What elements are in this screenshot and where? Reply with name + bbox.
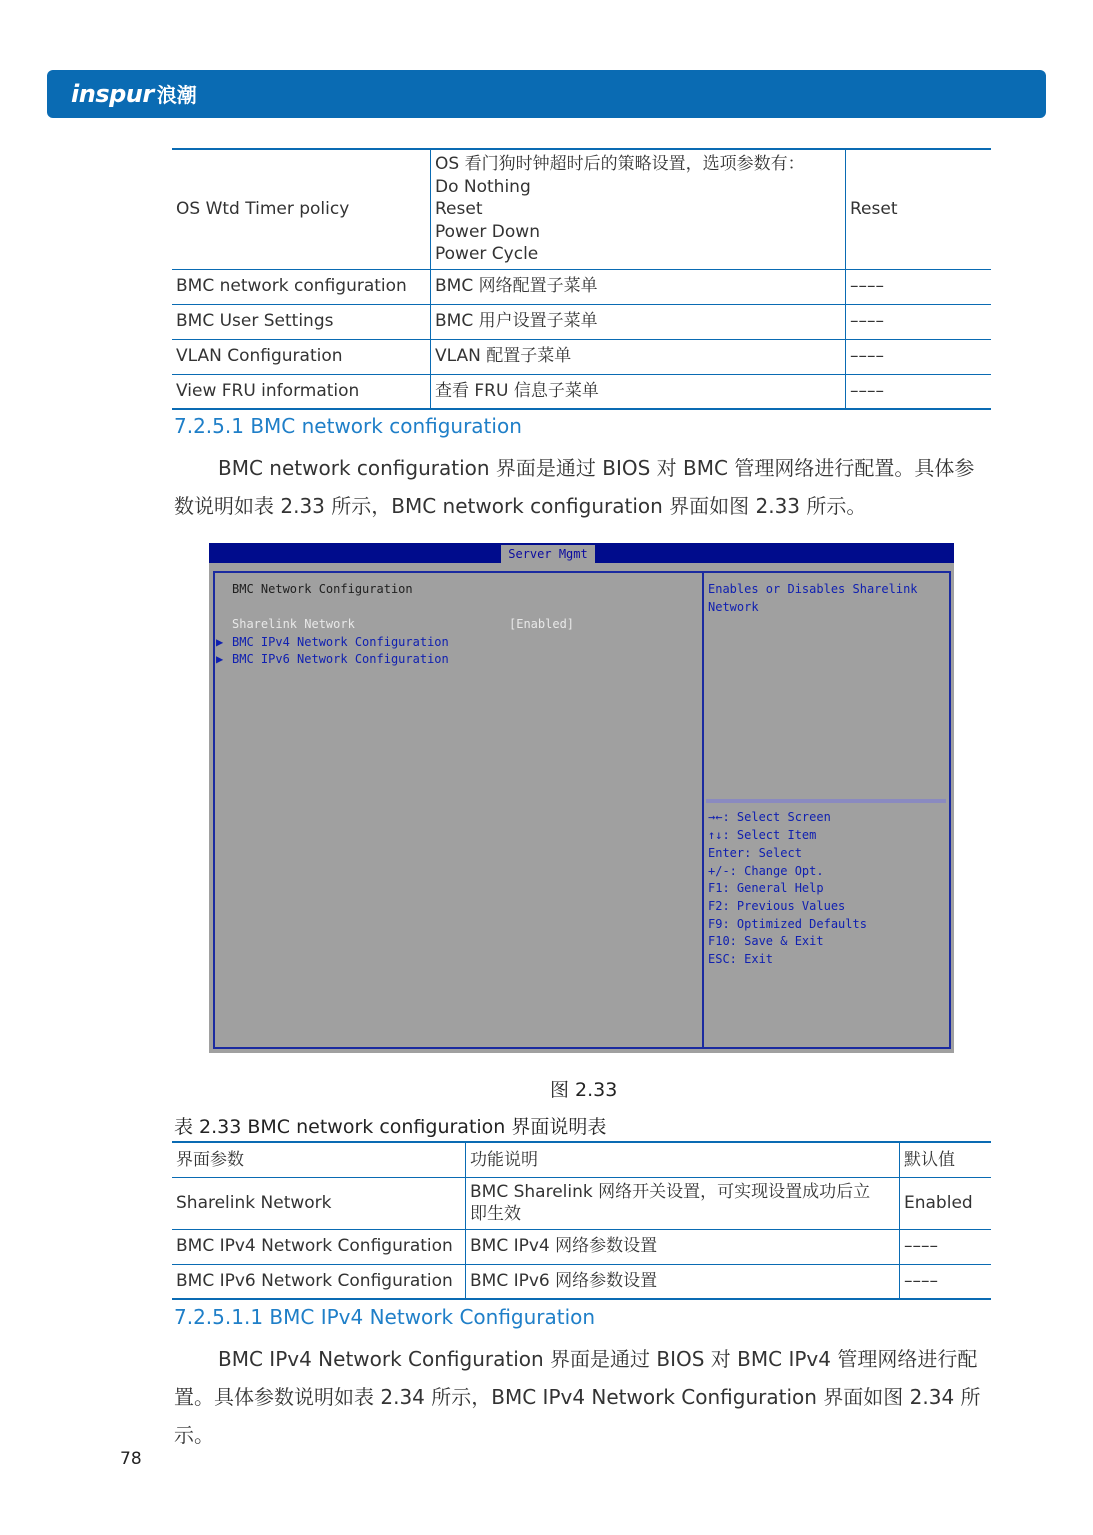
page-header-bar	[47, 70, 1046, 118]
param-default: ––––	[846, 304, 992, 339]
param-default: ––––	[900, 1264, 992, 1299]
param-default: Reset	[846, 149, 992, 269]
column-header: 界面参数	[172, 1142, 466, 1177]
table-row	[172, 149, 991, 269]
bios-item-sharelink: Sharelink Network	[232, 617, 355, 631]
inspur-logo	[71, 79, 197, 108]
bios-tab-server-mgmt: Server Mgmt	[501, 545, 595, 563]
bios-item-ipv6: BMC IPv6 Network Configuration	[232, 652, 449, 666]
table-row	[172, 1264, 991, 1299]
param-desc: BMC IPv4 网络参数设置	[466, 1229, 900, 1264]
bios-help-separator	[706, 799, 946, 803]
param-desc	[431, 149, 846, 269]
param-desc: VLAN 配置子菜单	[431, 339, 846, 374]
table-row	[172, 1177, 991, 1229]
param-name: BMC IPv4 Network Configuration	[172, 1229, 466, 1264]
param-desc: BMC IPv6 网络参数设置	[466, 1264, 900, 1299]
desc-line: Power Cycle	[435, 244, 539, 264]
column-header: 功能说明	[466, 1142, 900, 1177]
bios-key-hint: F10: Save & Exit	[708, 934, 824, 948]
column-header: 默认值	[900, 1142, 992, 1177]
param-desc: BMC 网络配置子菜单	[431, 269, 846, 304]
bios-help-line: Enables or Disables Sharelink	[708, 582, 918, 596]
table-header-row	[172, 1142, 991, 1177]
bmc-network-config-table	[172, 1141, 991, 1300]
desc-line: BMC Sharelink 网络开关设置，可实现设置成功后立	[470, 1181, 871, 1202]
param-name: View FRU information	[172, 374, 431, 409]
bios-page-title: BMC Network Configuration	[232, 582, 413, 596]
param-name: BMC User Settings	[172, 304, 431, 339]
desc-line: Reset	[435, 199, 483, 219]
table-row	[172, 374, 991, 409]
param-default: ––––	[846, 269, 992, 304]
submenu-arrow-icon: ▶	[216, 652, 224, 666]
param-default: Enabled	[900, 1177, 992, 1229]
bios-key-hint: ↑↓: Select Item	[708, 828, 817, 842]
bios-key-hint: →←: Select Screen	[708, 810, 831, 824]
bios-item-ipv4: BMC IPv4 Network Configuration	[232, 635, 449, 649]
figure-caption: 图 2.33	[550, 1079, 618, 1101]
section-paragraph: BMC network configuration 界面是通过 BIOS 对 BMC 管理网络进行配置。具体参数说明如表 2.33 所示，BMC network configuration 界面如图 2.33 所示。	[174, 456, 975, 518]
param-name: VLAN Configuration	[172, 339, 431, 374]
param-default: ––––	[846, 339, 992, 374]
table-row	[172, 304, 991, 339]
param-name: BMC IPv6 Network Configuration	[172, 1264, 466, 1299]
desc-line: 即生效	[470, 1204, 521, 1224]
bios-key-hint: ESC: Exit	[708, 952, 774, 966]
table-caption: 表 2.33 BMC network configuration 界面说明表	[174, 1116, 607, 1138]
parameter-table-continued	[172, 148, 991, 410]
page-number: 78	[120, 1449, 142, 1469]
bios-help-line: Network	[708, 600, 759, 614]
table-row	[172, 1229, 991, 1264]
param-name: Sharelink Network	[172, 1177, 466, 1229]
table-row	[172, 339, 991, 374]
desc-line: Do Nothing	[435, 176, 531, 197]
logo-text-cn: 浪潮	[156, 83, 197, 107]
bios-key-hint: F2: Previous Values	[708, 899, 846, 913]
param-name: BMC network configuration	[172, 269, 431, 304]
param-desc: BMC 用户设置子菜单	[431, 304, 846, 339]
bios-divider	[702, 571, 704, 1049]
bios-key-hint: F1: General Help	[708, 881, 824, 895]
bios-tab-bar	[209, 543, 954, 563]
desc-line: Power Down	[435, 221, 540, 242]
param-default: ––––	[846, 374, 992, 409]
param-desc	[466, 1177, 900, 1229]
submenu-arrow-icon: ▶	[216, 635, 224, 649]
logo-text: inspur	[71, 80, 154, 108]
param-name: OS Wtd Timer policy	[172, 149, 431, 269]
param-default: ––––	[900, 1229, 992, 1264]
section-heading: 7.2.5.1 BMC network configuration	[174, 414, 522, 438]
subsection-heading: 7.2.5.1.1 BMC IPv4 Network Configuration	[174, 1305, 596, 1329]
desc-line: OS 看门狗时钟超时后的策略设置，选项参数有：	[435, 154, 805, 174]
param-desc: 查看 FRU 信息子菜单	[431, 374, 846, 409]
bios-screenshot	[209, 543, 954, 1053]
bios-key-hint: Enter: Select	[708, 846, 802, 860]
bios-key-hint: +/-: Change Opt.	[708, 864, 824, 878]
bios-item-sharelink-value: [Enabled]	[509, 617, 575, 631]
table-row	[172, 269, 991, 304]
bios-key-hint: F9: Optimized Defaults	[708, 917, 867, 931]
subsection-paragraph: BMC IPv4 Network Configuration 界面是通过 BIOS 对 BMC IPv4 管理网络进行配置。具体参数说明如表 2.34 所示，BMC IPv4 Network Configuration 界面如图 2.34 所示。	[174, 1347, 981, 1447]
